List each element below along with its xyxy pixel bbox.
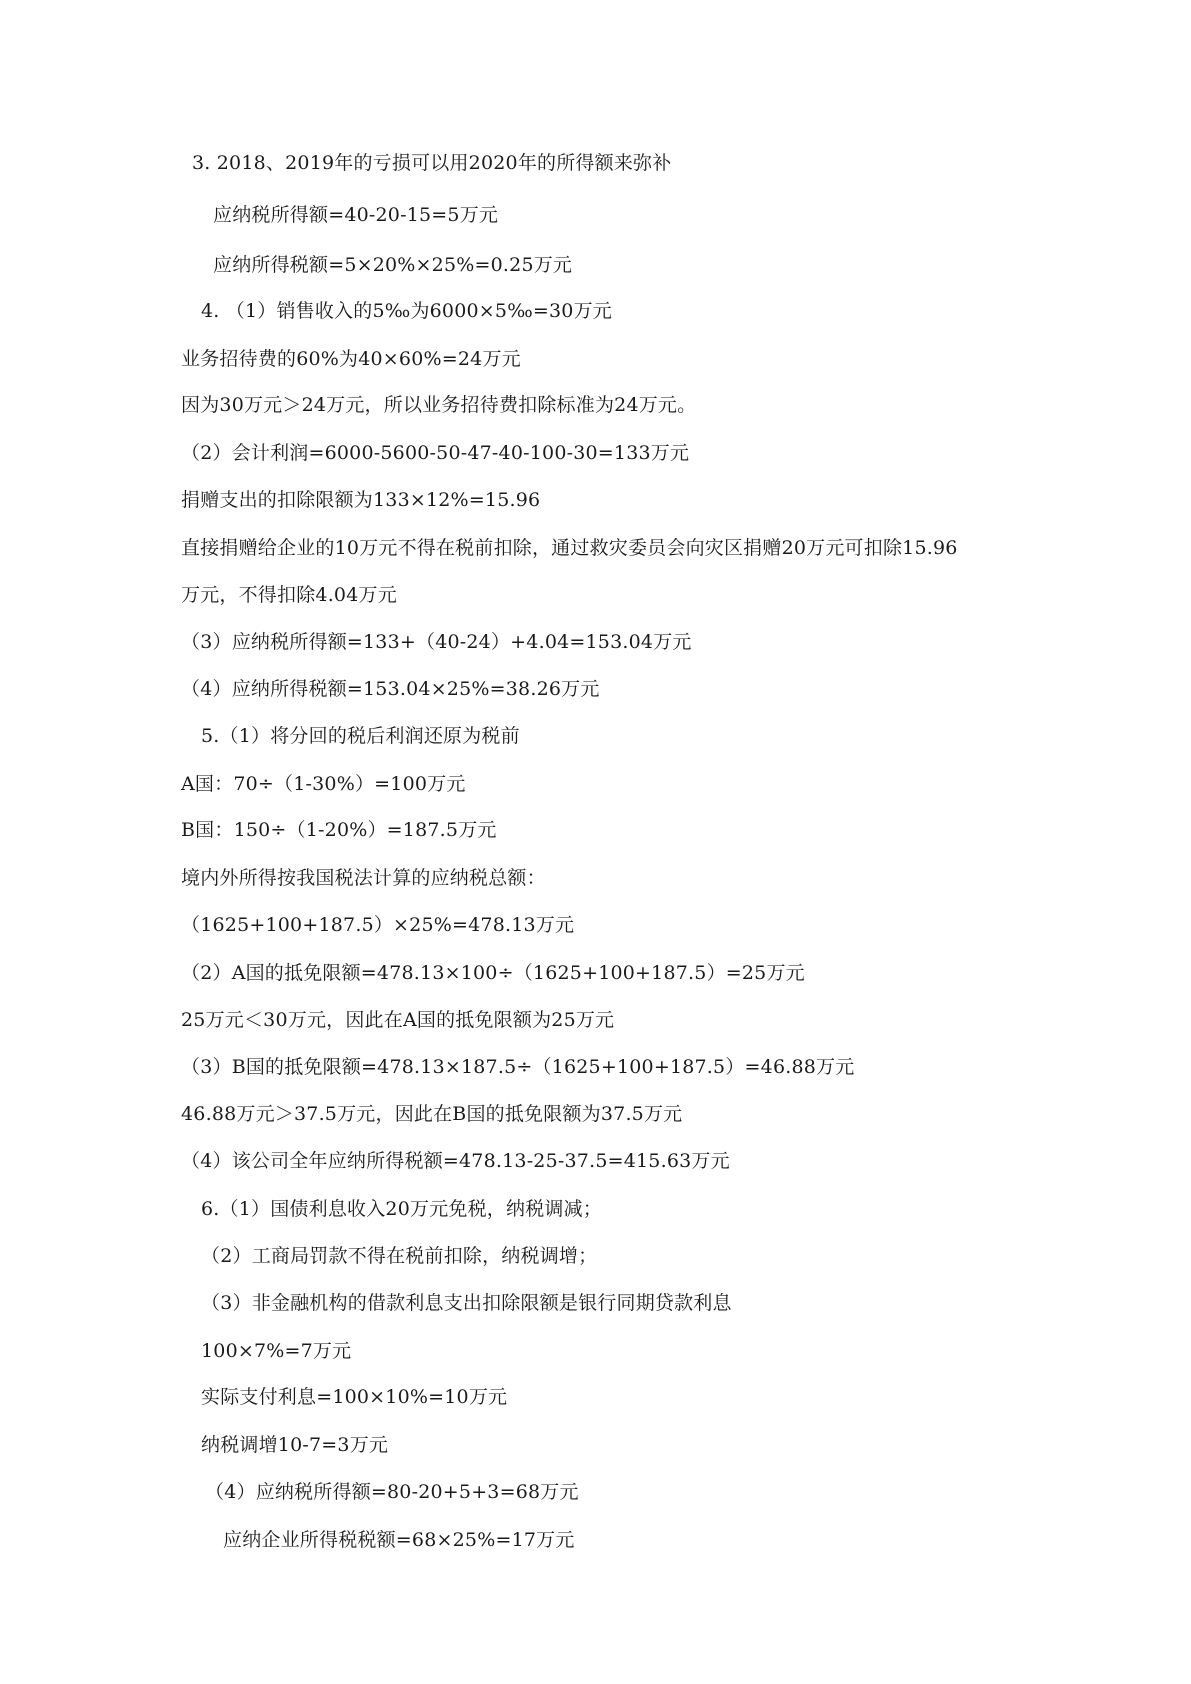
text-line: 直接捐赠给企业的10万元不得在税前扣除，通过救灾委员会向灾区捐赠20万元可扣除15.96 (181, 537, 958, 559)
text-line: （3）应纳税所得额=133+（40-24）+4.04=153.04万元 (181, 631, 692, 653)
text-line: 46.88万元＞37.5万元，因此在B国的抵免限额为37.5万元 (181, 1103, 683, 1125)
text-line: （3）非金融机构的借款利息支出扣除限额是银行同期贷款利息 (201, 1292, 732, 1314)
text-line: 实际支付利息=100×10%=10万元 (201, 1386, 508, 1408)
text-line: A国：70÷（1-30%）=100万元 (181, 773, 466, 795)
text-line: （3）B国的抵免限额=478.13×187.5÷（1625+100+187.5）=46.88万元 (181, 1056, 855, 1078)
text-line: 捐赠支出的扣除限额为133×12%=15.96 (181, 489, 541, 511)
text-line: 100×7%=7万元 (201, 1340, 352, 1362)
text-line: 3. 2018、2019年的亏损可以用2020年的所得额来弥补 (192, 152, 672, 174)
text-line: 纳税调增10-7=3万元 (201, 1434, 389, 1456)
text-line: （1625+100+187.5）×25%=478.13万元 (181, 914, 575, 936)
text-line: 4. （1）销售收入的5‰为6000×5‰=30万元 (201, 300, 612, 322)
text-line: 因为30万元＞24万元，所以业务招待费扣除标准为24万元。 (181, 394, 697, 416)
text-line: B国：150÷（1-20%）=187.5万元 (181, 819, 497, 841)
text-line: （2）工商局罚款不得在税前扣除，纳税调增； (201, 1245, 598, 1267)
text-line: （4）该公司全年应纳所得税额=478.13-25-37.5=415.63万元 (181, 1150, 730, 1172)
text-line: 万元，不得扣除4.04万元 (181, 584, 397, 606)
text-line: 6.（1）国债利息收入20万元免税，纳税调减； (201, 1198, 602, 1220)
text-line: （2）A国的抵免限额=478.13×100÷（1625+100+187.5）=25万元 (181, 962, 805, 984)
text-line: 应纳企业所得税税额=68×25%=17万元 (223, 1529, 575, 1551)
text-line: 应纳税所得额=40-20-15=5万元 (213, 204, 499, 226)
text-line: 5.（1）将分回的税后利润还原为税前 (201, 725, 520, 747)
text-line: （4）应纳所得税额=153.04×25%=38.26万元 (181, 678, 600, 700)
text-line: （2）会计利润=6000-5600-50-47-40-100-30=133万元 (181, 442, 690, 464)
text-line: 25万元＜30万元，因此在A国的抵免限额为25万元 (181, 1009, 615, 1031)
text-line: 业务招待费的60%为40×60%=24万元 (181, 348, 521, 370)
text-line: （4）应纳税所得额=80-20+5+3=68万元 (205, 1481, 579, 1503)
text-line: 应纳所得税额=5×20%×25%=0.25万元 (213, 254, 573, 276)
text-line: 境内外所得按我国税法计算的应纳税总额： (181, 867, 546, 889)
